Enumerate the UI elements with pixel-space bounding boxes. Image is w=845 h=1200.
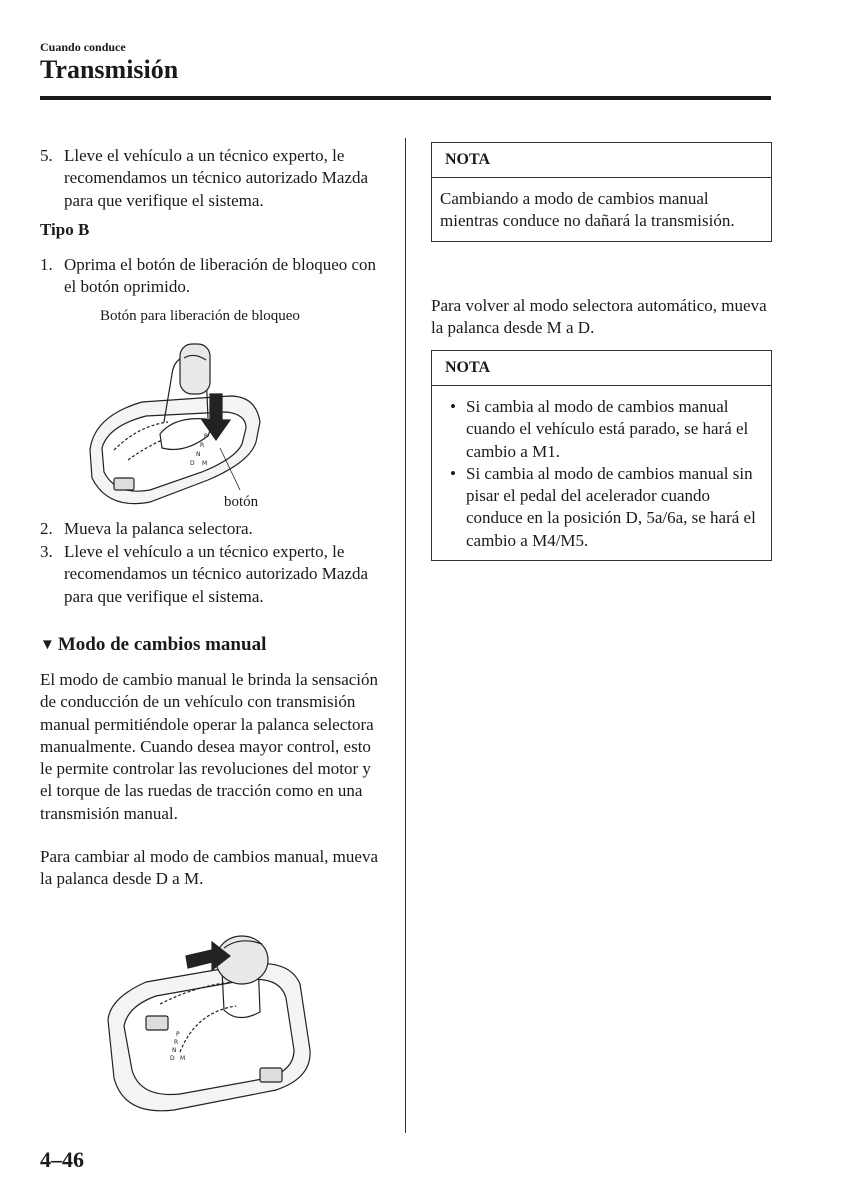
gate-letter: N <box>196 451 201 458</box>
gate-letter: D <box>190 460 195 467</box>
manual-mode-heading-text: Modo de cambios manual <box>57 634 267 655</box>
gate-letter: M <box>202 460 208 467</box>
step-2-number: 2. <box>40 519 53 538</box>
gate-letter: P <box>204 433 208 440</box>
page-number: 4–46 <box>40 1147 84 1172</box>
return-to-automatic-paragraph: Para volver al modo selectora automático, mueva la palanca desde M a D. <box>431 296 767 338</box>
step-5-text: Lleve el vehículo a un técnico experto, le recomendamos un técnico autorizado Mazda para que verifique el sistema. <box>64 146 368 210</box>
step-1-text: Oprima el botón de liberación de bloqueo con el botón oprimido. <box>64 255 377 297</box>
bullet-text: Si cambia al modo de cambios manual cuando el vehículo está parado, se hará el cambio a M1. <box>466 397 749 461</box>
nota-bullets <box>432 386 771 560</box>
step-5-number: 5. <box>40 146 53 165</box>
column-divider <box>405 138 406 1133</box>
svg-text:R: R <box>174 1039 179 1046</box>
gear-shifter-release-figure <box>80 330 280 510</box>
bullet-dot-icon: • <box>450 463 456 483</box>
step-1 <box>40 254 385 299</box>
nota-box-2 <box>431 350 772 561</box>
figure-1-label-bottom: botón <box>224 494 259 510</box>
step-5 <box>40 145 385 212</box>
manual-mode-heading <box>40 634 266 656</box>
nota-title-2: NOTA <box>432 351 771 386</box>
section-label: Cuando conduce <box>40 40 126 54</box>
tipo-b-heading: Tipo B <box>40 220 90 239</box>
nota-text-1: Cambiando a modo de cambios manual mientras conduce no dañará la transmisión. <box>440 189 735 231</box>
svg-text:N: N <box>172 1047 177 1054</box>
nota-box-1 <box>431 142 772 242</box>
nota-title-1: NOTA <box>432 143 771 178</box>
bullet-dot-icon: • <box>450 397 456 416</box>
svg-text:D: D <box>170 1055 175 1062</box>
gate-letter: R <box>200 442 205 449</box>
step-3-number: 3. <box>40 542 53 561</box>
bullet-text: Si cambia al modo de cambios manual sin pisar el pedal del acelerador cuando conduce en la posición D, 5a/6a, se hará el cambio a M4/M5. <box>466 463 756 550</box>
step-3 <box>40 541 385 608</box>
gear-shifter-manual-figure <box>100 920 320 1120</box>
svg-text:P: P <box>176 1031 180 1038</box>
step-2 <box>40 518 385 540</box>
page-title: Transmisión <box>40 55 179 84</box>
title-rule <box>40 96 771 100</box>
step-1-number: 1. <box>40 255 53 274</box>
bullet-item <box>440 396 763 463</box>
step-3-text: Lleve el vehículo a un técnico experto, le recomendamos un técnico autorizado Mazda para que verifique el sistema. <box>64 542 368 606</box>
figure-1-label-top: Botón para liberación de bloqueo <box>100 308 300 324</box>
step-2-text: Mueva la palanca selectora. <box>64 519 253 538</box>
to-manual-paragraph: Para cambiar al modo de cambios manual, mueva la palanca desde D a M. <box>40 847 378 889</box>
triangle-down-icon: ▼ <box>40 636 55 653</box>
bullet-item <box>440 463 763 552</box>
svg-text:M: M <box>180 1055 186 1062</box>
manual-mode-paragraph: El modo de cambio manual le brinda la sensación de conducción de un vehículo con transmisión manual permitiéndole operar la palanca selectora manualmente. Cuando desea mayor control, esto le permite controlar las revoluciones del motor y el torque de las ruedas de tracción como en una transmisión manual. <box>40 670 379 823</box>
